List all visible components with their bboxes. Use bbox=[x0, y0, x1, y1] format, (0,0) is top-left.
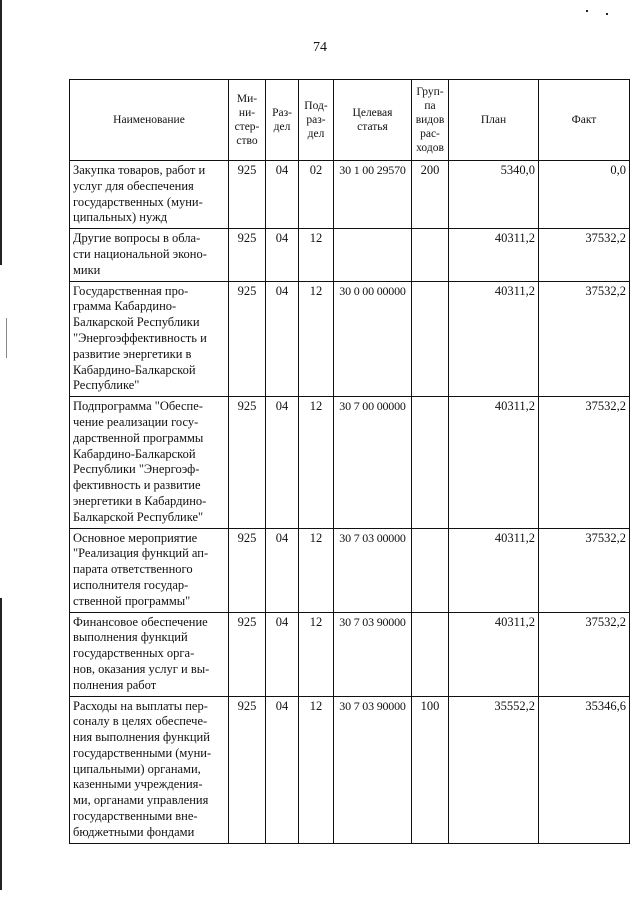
scan-mark bbox=[0, 0, 2, 265]
cell-expense-group: 100 bbox=[412, 696, 449, 843]
header-target: Целевая статья bbox=[334, 80, 412, 161]
cell-ministry: 925 bbox=[229, 696, 266, 843]
cell-section: 04 bbox=[266, 612, 299, 696]
scan-mark bbox=[0, 598, 2, 890]
cell-plan: 40311,2 bbox=[449, 281, 539, 397]
cell-plan: 35552,2 bbox=[449, 696, 539, 843]
cell-plan: 40311,2 bbox=[449, 397, 539, 528]
budget-table bbox=[69, 79, 630, 844]
header-ministry: Ми- ни- стер- ство bbox=[229, 80, 266, 161]
cell-ministry: 925 bbox=[229, 612, 266, 696]
scan-mark bbox=[606, 13, 608, 15]
cell-expense-group bbox=[412, 229, 449, 281]
cell-target: 30 7 03 90000 bbox=[334, 696, 412, 843]
cell-target: 30 7 00 00000 bbox=[334, 397, 412, 528]
cell-name: Расходы на выплаты пер- соналу в целях обеспече- ния выполнения функций государственными (муни- ципальными) органами, казенными учреждения- ми, органами управления государственными вне- бюджетными фондами bbox=[70, 696, 229, 843]
cell-expense-group bbox=[412, 528, 449, 612]
cell-section: 04 bbox=[266, 696, 299, 843]
header-subsection: Под- раз- дел bbox=[299, 80, 334, 161]
cell-target: 30 0 00 00000 bbox=[334, 281, 412, 397]
header-expense-group: Груп- па видов рас- ходов bbox=[412, 80, 449, 161]
cell-section: 04 bbox=[266, 229, 299, 281]
header-fact: Факт bbox=[539, 80, 630, 161]
cell-name: Основное мероприятие "Реализация функций ап- парата ответственного исполнителя государ- ственной программы" bbox=[70, 528, 229, 612]
cell-expense-group bbox=[412, 281, 449, 397]
cell-fact: 37532,2 bbox=[539, 612, 630, 696]
cell-target bbox=[334, 229, 412, 281]
cell-section: 04 bbox=[266, 281, 299, 397]
cell-subsection: 12 bbox=[299, 281, 334, 397]
cell-section: 04 bbox=[266, 161, 299, 229]
table-row bbox=[70, 612, 630, 696]
cell-subsection: 02 bbox=[299, 161, 334, 229]
header-name: Наименование bbox=[70, 80, 229, 161]
cell-name: Финансовое обеспечение выполнения функций государственных орга- нов, оказания услуг и вы- полнения работ bbox=[70, 612, 229, 696]
cell-ministry: 925 bbox=[229, 161, 266, 229]
header-section: Раз- дел bbox=[266, 80, 299, 161]
cell-ministry: 925 bbox=[229, 229, 266, 281]
cell-name: Другие вопросы в обла- сти национальной эконо- мики bbox=[70, 229, 229, 281]
cell-ministry: 925 bbox=[229, 397, 266, 528]
cell-section: 04 bbox=[266, 528, 299, 612]
cell-section: 04 bbox=[266, 397, 299, 528]
table-header-row bbox=[70, 80, 630, 161]
table-row bbox=[70, 229, 630, 281]
cell-ministry: 925 bbox=[229, 281, 266, 397]
header-plan: План bbox=[449, 80, 539, 161]
table-row bbox=[70, 528, 630, 612]
cell-subsection: 12 bbox=[299, 696, 334, 843]
cell-target: 30 1 00 29570 bbox=[334, 161, 412, 229]
cell-fact: 37532,2 bbox=[539, 229, 630, 281]
cell-subsection: 12 bbox=[299, 612, 334, 696]
table-body bbox=[70, 161, 630, 844]
table-row bbox=[70, 696, 630, 843]
page-number: 74 bbox=[313, 40, 327, 55]
cell-target: 30 7 03 00000 bbox=[334, 528, 412, 612]
scan-mark bbox=[6, 318, 7, 358]
cell-target: 30 7 03 90000 bbox=[334, 612, 412, 696]
cell-subsection: 12 bbox=[299, 528, 334, 612]
table-row bbox=[70, 161, 630, 229]
cell-fact: 35346,6 bbox=[539, 696, 630, 843]
cell-name: Подпрограмма "Обеспе- чение реализации госу- дарственной программы Кабардино-Балкарской Республики "Энергоэф- фективность и развитие энергетики в Кабардино- Балкарской Республике" bbox=[70, 397, 229, 528]
cell-plan: 40311,2 bbox=[449, 612, 539, 696]
cell-name: Закупка товаров, работ и услуг для обеспечения государственных (муни- ципальных) нужд bbox=[70, 161, 229, 229]
cell-plan: 40311,2 bbox=[449, 229, 539, 281]
cell-expense-group bbox=[412, 612, 449, 696]
cell-ministry: 925 bbox=[229, 528, 266, 612]
table-row bbox=[70, 397, 630, 528]
table-row bbox=[70, 281, 630, 397]
cell-name: Государственная про- грамма Кабардино- Балкарской Республики "Энергоэффективность и развитие энергетики в Кабардино-Балкарской Республике" bbox=[70, 281, 229, 397]
cell-fact: 0,0 bbox=[539, 161, 630, 229]
cell-expense-group: 200 bbox=[412, 161, 449, 229]
cell-fact: 37532,2 bbox=[539, 281, 630, 397]
cell-expense-group bbox=[412, 397, 449, 528]
cell-plan: 40311,2 bbox=[449, 528, 539, 612]
scan-mark bbox=[586, 10, 588, 12]
cell-fact: 37532,2 bbox=[539, 397, 630, 528]
cell-subsection: 12 bbox=[299, 229, 334, 281]
cell-plan: 5340,0 bbox=[449, 161, 539, 229]
cell-fact: 37532,2 bbox=[539, 528, 630, 612]
cell-subsection: 12 bbox=[299, 397, 334, 528]
